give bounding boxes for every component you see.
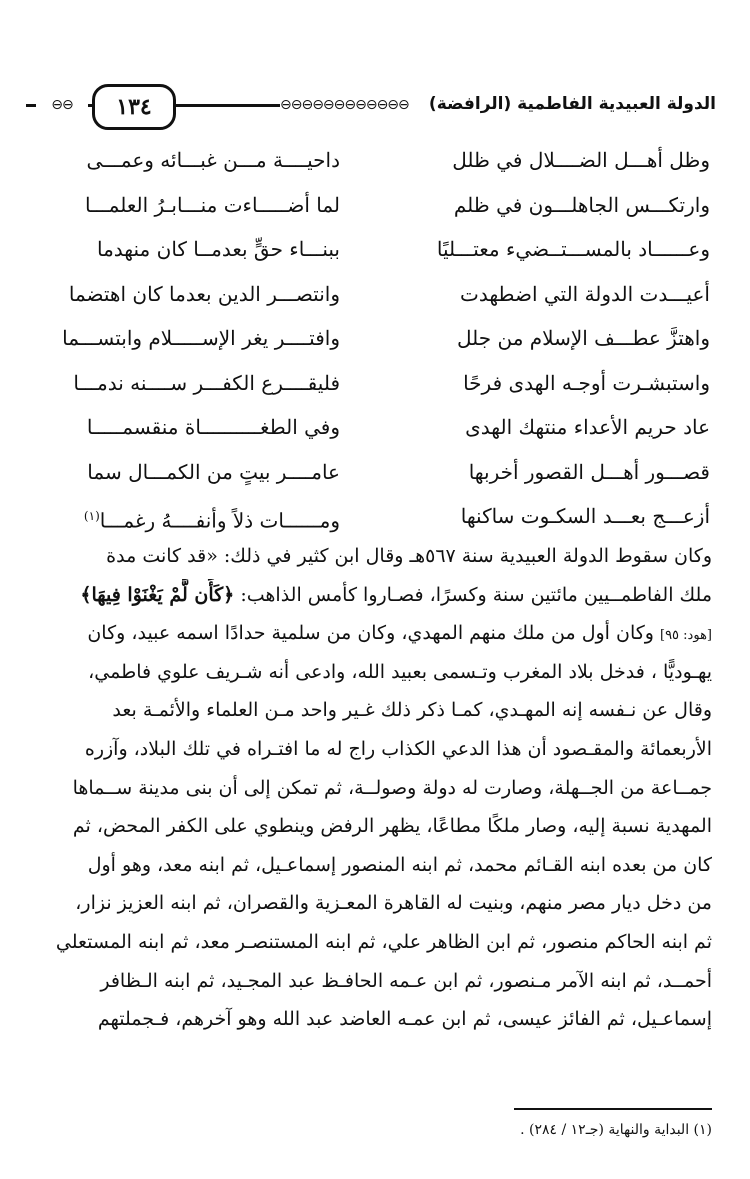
page-header — [20, 84, 720, 130]
verse-second-hemistich: داحيــــة مـــن غبـــائه وعمـــى — [86, 148, 340, 172]
verse-second-hemistich — [40, 501, 340, 536]
footnote: (١) البداية والنهاية (جـ١٢ / ٢٨٤) . — [520, 1122, 712, 1138]
text-line — [40, 810, 712, 849]
verse-second-hemistich: ببنـــاء حقٍّ بعدمــا كان منهدما — [97, 237, 340, 261]
line-text: أحمــد، ثم ابنه الآمر مـنصور، ثم ابن عـمه الحافـظ عبد المجـيد، ثم ابنه الـظافر — [100, 969, 712, 992]
text-line — [40, 733, 712, 772]
hemistich-text: ومــــــات ذلاً وأنفــــهُ رغمـــا — [99, 508, 340, 533]
text-line — [40, 656, 712, 695]
verse-first-hemistich: قصـــور أهـــل القصور أخربها — [468, 459, 710, 484]
line-text: جمــاعة من الجــهلة، وصارت له دولة وصولــة، ثم تمكن إلى أن بنى مدينة ســماها — [72, 776, 712, 799]
verse-first-hemistich: أزعـــج بعـــد السكـوت ساكنها — [460, 504, 710, 528]
text-line — [40, 1003, 712, 1042]
poem-verse — [40, 279, 710, 324]
text-line — [40, 926, 712, 965]
text-line — [40, 772, 712, 811]
header-ornament-middle: ⊖⊖⊖⊖⊖⊖⊖⊖⊖⊖⊖⊖ — [280, 95, 450, 115]
verse-first-hemistich: وظل أهـــل الضــــلال في ظلل — [452, 148, 710, 172]
poem-verse — [40, 190, 710, 235]
quran-reference: [هود: ٩٥] — [660, 628, 712, 644]
poem-verse — [40, 412, 710, 457]
verse-first-hemistich: واستبشـرت أوجـه الهدى فرحًا — [463, 370, 710, 395]
line-text: ملك الفاطمــيين مائتين سنة وكسرًا، فصـاروا كأمس الذاهب: — [234, 583, 712, 606]
text-line — [40, 694, 712, 733]
poem-verse — [40, 457, 710, 502]
verse-first-hemistich: وعــــــاد بالمســـتــضيء معتـــليًا — [436, 237, 710, 261]
verse-first-hemistich: أعيـــدت الدولة التي اضطهدت — [460, 281, 710, 306]
poem-verse — [40, 323, 710, 368]
poem-verse — [40, 501, 710, 546]
verse-second-hemistich: وانتصـــر الدين بعدما كان اهتضما — [68, 281, 340, 306]
line-text: كان من بعده ابنه القـائم محمد، ثم ابنه المنصور إسماعـيل، ثم ابنه معد، وهو أول — [87, 853, 712, 876]
text-line — [40, 579, 712, 618]
verse-first-hemistich: عاد حريم الأعداء منتهك الهدى — [465, 415, 710, 439]
text-line — [40, 849, 712, 888]
verse-first-hemistich: واهتزَّ عطـــف الإسلام من جلل — [457, 326, 710, 350]
line-text: ثم ابنه الحاكم منصور، ثم ابن الظاهر علي، ثم ابنه المستنصـر معد، ثم ابنه المستعلي — [55, 930, 712, 953]
line-text: وكان أول من ملك منهم المهدي، وكان من سلمية حدادًا اسمه عبيد، وكان — [87, 622, 660, 645]
verse-second-hemistich: وفي الطغــــــــــاة منقسمـــــا — [86, 415, 340, 439]
footnote-separator — [514, 1108, 712, 1110]
line-text: يهـوديًّا ، فدخل بلاد المغرب وتـسمى بعبيد الله، وادعى أنه شـريف علوي فاطمي، — [88, 660, 712, 683]
running-title: الدولة العبيدية الفاطمية (الرافضة) — [423, 92, 716, 116]
verse-second-hemistich: لما أضـــــاءت منـــابـرُ العلمـــا — [84, 192, 340, 217]
line-text: الأربعمائة والمقـصود أن هذا الدعي الكذاب راج له ما افتـراه في تلك البلاد، وآزره — [84, 737, 712, 760]
line-text: من دخل ديار مصر منهم، وبنيت له القاهرة المعـزية والقصران، ثم ابنه العزيز نزار، — [75, 892, 712, 915]
poem-verse — [40, 145, 710, 190]
line-text: وقال عن نـفسه إنه المهـدي، كمـا ذكر ذلك غـير واحد مـن العلماء والأئمـة بعد — [112, 699, 712, 722]
line-text: وكان سقوط الدولة العبيدية سنة ٥٦٧هـ وقال ابن كثير في ذلك: «قد كانت مدة — [106, 545, 712, 567]
poem-verse — [40, 368, 710, 413]
text-line — [40, 540, 712, 579]
body-text — [40, 540, 712, 1042]
poem-verse — [40, 234, 710, 279]
verse-second-hemistich: عامــــر بيتٍ من الكمـــال سما — [87, 459, 340, 484]
footnote-marker: (١) — [83, 509, 100, 523]
text-line — [40, 965, 712, 1004]
text-line — [40, 887, 712, 926]
verse-second-hemistich: وافتــــر يغر الإســـــلام وابتســـما — [62, 326, 340, 350]
poem — [40, 145, 710, 546]
line-text: المهدية نسبة إليه، وصار ملكًا مطاعًا، يظهر الرفض وينطوي على الكفر المحض، ثم — [72, 815, 712, 838]
header-ornament-left: ⊖⊖ — [36, 95, 88, 115]
line-text: إسماعـيل، ثم الفائز عيسى، ثم ابن عمـه العاضد عبد الله وهو آخرهم، فـجملتهم — [97, 1008, 712, 1031]
verse-second-hemistich: فليقــــرع الكفـــر ســــنه ندمـــا — [73, 370, 340, 395]
quran-verse: ﴿كَأَن لَّمْ يَغْنَوْا فِيهَا﴾ — [80, 583, 235, 606]
text-line — [40, 617, 712, 656]
page-number: ١٣٤ — [92, 84, 176, 130]
verse-first-hemistich: وارتكـــس الجاهلـــون في ظلم — [453, 192, 710, 217]
